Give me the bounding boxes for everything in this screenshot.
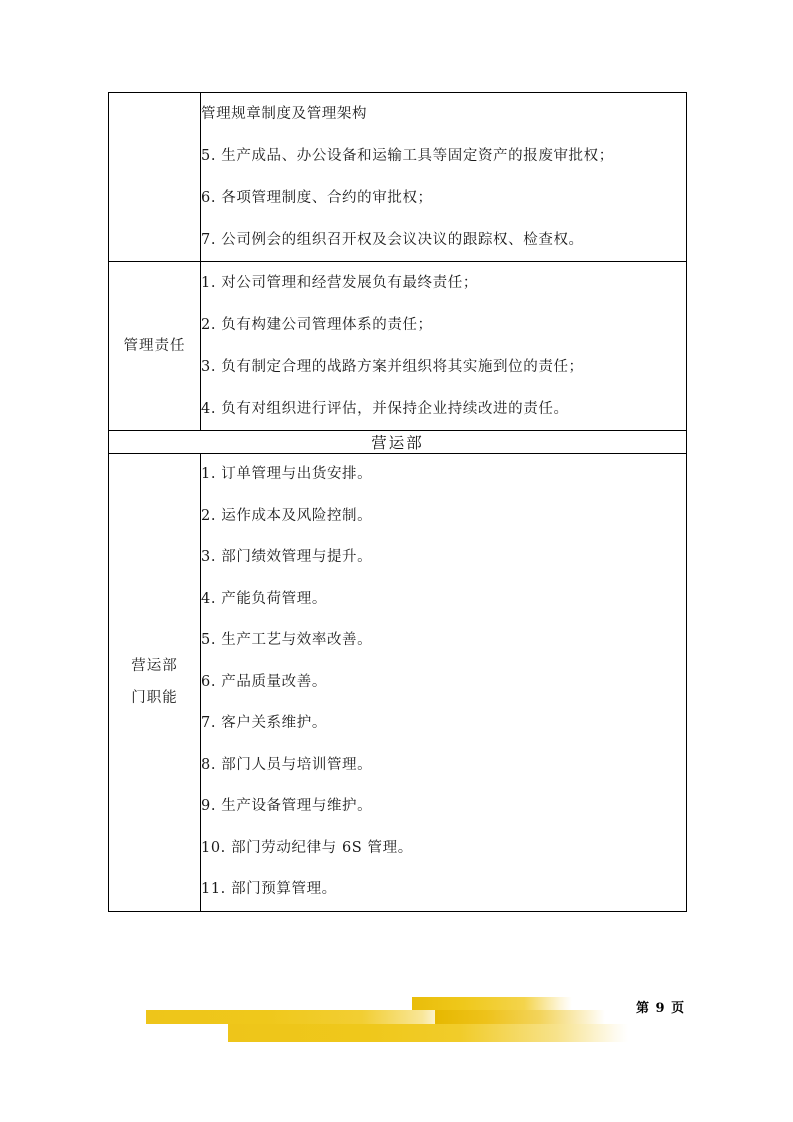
body-line: 2. 运作成本及风险控制。: [201, 507, 373, 524]
body-line: 3. 部门绩效管理与提升。: [201, 549, 373, 565]
body-line: 1. 对公司管理和经营发展负有最终责任；: [201, 275, 478, 291]
body-line: 10. 部门劳动纪律与 6S 管理。: [201, 839, 413, 856]
row-label-line: 门职能: [131, 690, 178, 707]
body-line: 6. 产品质量改善。: [201, 673, 327, 690]
body-line: 4. 负有对组织进行评估，并保持企业持续改进的责任。: [201, 401, 569, 417]
body-line: 11. 部门预算管理。: [201, 881, 337, 897]
body-line: 6. 各项管理制度、合约的审批权；: [201, 190, 433, 206]
table-row: [109, 262, 687, 431]
ribbon-bar-top: [412, 997, 572, 1010]
table-row-department-header: [109, 431, 687, 454]
ribbon-bar-lower: [228, 1024, 628, 1042]
body-line: 8. 部门人员与培训管理。: [201, 756, 373, 773]
row-body-management-responsibility: [201, 262, 687, 431]
body-line: 7. 公司例会的组织召开权及会议决议的跟踪权、检查权。: [201, 232, 584, 248]
ribbon-bar-middle: [146, 1010, 446, 1024]
row-body-operations-functions: [201, 454, 687, 912]
row-label-continuation: [109, 93, 201, 262]
table-row: [109, 454, 687, 912]
body-line: 4. 产能负荷管理。: [201, 590, 327, 607]
row-label-line: 营运部: [131, 658, 178, 675]
body-line: 1. 订单管理与出货安排。: [201, 466, 373, 482]
row-body-continuation: [201, 93, 687, 262]
row-label-operations-functions: [109, 454, 201, 912]
body-line: 5. 生产成品、办公设备和运输工具等固定资产的报废审批权；: [201, 148, 614, 164]
responsibilities-table: [108, 92, 687, 912]
row-label-management-responsibility: 管理责任: [109, 262, 201, 431]
page-number: 第 9 页: [636, 1001, 686, 1016]
table-row: [109, 93, 687, 262]
body-line: 5. 生产工艺与效率改善。: [201, 632, 373, 648]
department-header-cell: [109, 431, 687, 454]
department-title: 营运部: [371, 434, 424, 452]
body-line: 2. 负有构建公司管理体系的责任；: [201, 317, 433, 333]
body-line: 7. 客户关系维护。: [201, 715, 327, 731]
body-line: 管理规章制度及管理架构: [201, 106, 368, 122]
body-line: 9. 生产设备管理与维护。: [201, 798, 373, 814]
body-line: 3. 负有制定合理的战路方案并组织将其实施到位的责任；: [201, 359, 584, 375]
